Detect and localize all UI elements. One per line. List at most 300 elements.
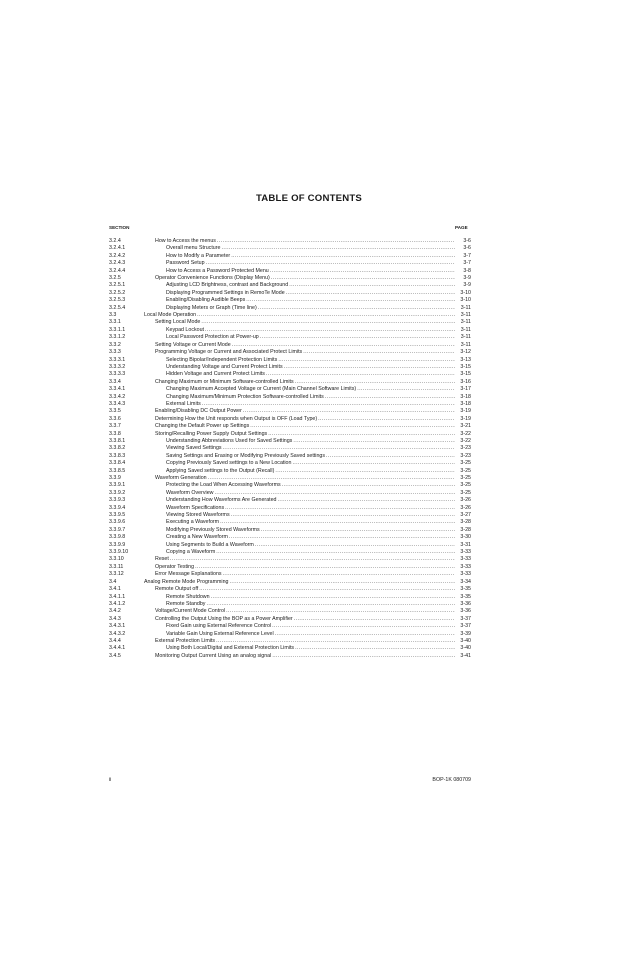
toc-entry-title: Password Setup	[166, 260, 205, 267]
toc-entry-title: External Limits	[166, 400, 201, 407]
toc-leader-dots	[208, 475, 455, 482]
toc-entry-title: Monitoring Output Current Using an analog signal	[155, 652, 272, 659]
toc-entry-page: 3-6	[463, 245, 471, 252]
toc-entry-page: 3-10	[460, 297, 471, 304]
toc-entry-number: 3.3.1.1	[109, 326, 126, 333]
toc-entry-page: 3-7	[463, 260, 471, 267]
toc-entry-page: 3-34	[460, 578, 471, 585]
toc-entry-title-line	[166, 394, 455, 401]
toc-entry-title: Changing Maximum/Minimum Protection Software-controlled Limits	[166, 393, 324, 400]
toc-entry-number: 3.3.2	[109, 341, 121, 348]
toc-entry-title: Analog Remote Mode Programming	[144, 578, 229, 585]
toc-entry-title: Displaying Meters or Graph (Time line)	[166, 304, 257, 311]
toc-leader-dots	[231, 512, 455, 519]
toc-entry-title: How to Access a Password Protected Menu	[166, 267, 269, 274]
toc-entry	[109, 468, 471, 475]
toc-entry-page: 3-11	[460, 326, 471, 333]
toc-entry-title: Remote Standby	[166, 600, 206, 607]
toc-entry-title: Waveform Specifications	[166, 504, 225, 511]
toc-leader-dots	[230, 579, 456, 586]
toc-entry-title-line	[166, 594, 455, 601]
toc-entry-number: 3.3	[109, 312, 117, 319]
toc-entry-title-line	[166, 505, 455, 512]
toc-entry-number: 3.4	[109, 578, 117, 585]
toc-entry-title-line	[166, 357, 455, 364]
toc-entry-number: 3.3.5	[109, 408, 121, 415]
toc-entry	[109, 260, 471, 267]
toc-entry	[109, 490, 471, 497]
toc-entry-title-line	[155, 571, 455, 578]
toc-leader-dots	[206, 260, 455, 267]
toc-entry-page: 3-28	[460, 519, 471, 526]
toc-leader-dots	[261, 527, 455, 534]
toc-entry-title: Voltage/Current Mode Control	[155, 608, 226, 615]
toc-entry-title: Copying a Waveform	[166, 549, 216, 556]
toc-entry-title-line	[166, 460, 455, 467]
toc-entry-number: 3.3.8.1	[109, 437, 126, 444]
toc-list	[109, 238, 471, 660]
toc-entry-number: 3.2.4.1	[109, 245, 126, 252]
toc-entry-page: 3-22	[460, 430, 471, 437]
toc-entry-title-line	[166, 282, 455, 289]
toc-entry-title-line	[166, 519, 455, 526]
footer-doc-id: BOP-1K 080709	[432, 777, 471, 783]
toc-entry-number: 3.3.8.3	[109, 452, 126, 459]
toc-entry	[109, 394, 471, 401]
toc-entry-number: 3.4.3.1	[109, 623, 126, 630]
toc-leader-dots	[221, 245, 455, 252]
toc-entry-title-line	[166, 401, 455, 408]
toc-entry-title-line	[155, 475, 455, 482]
toc-leader-dots	[250, 423, 455, 430]
toc-entry	[109, 401, 471, 408]
toc-leader-dots	[223, 571, 455, 578]
toc-entry-title: Enabling/Disabling Audible Beeps	[166, 297, 246, 304]
toc-entry-title: Storing/Recalling Power Supply Output Settings	[155, 430, 268, 437]
toc-leader-dots	[303, 349, 455, 356]
toc-entry-title: Overall menu Structure	[166, 245, 221, 252]
toc-entry	[109, 505, 471, 512]
toc-leader-dots	[195, 564, 455, 571]
toc-entry	[109, 327, 471, 334]
toc-entry-page: 3-22	[460, 437, 471, 444]
toc-entry-title: Creating a New Waveform	[166, 534, 228, 541]
toc-entry	[109, 282, 471, 289]
toc-entry-title: Controlling the Output Using the BOP as a Power Amplifier	[155, 615, 293, 622]
toc-entry-title-line	[155, 608, 455, 615]
toc-entry-title-line	[155, 349, 455, 356]
toc-entry-title: Setting Local Mode	[155, 319, 201, 326]
toc-entry-number: 3.3.8	[109, 430, 121, 437]
toc-entry-title-line	[155, 616, 455, 623]
toc-entry-title: Local Password Protection at Power-up	[166, 334, 259, 341]
toc-entry-number: 3.2.5.4	[109, 304, 126, 311]
toc-entry-page: 3-10	[460, 289, 471, 296]
toc-leader-dots	[206, 601, 455, 608]
toc-entry-title: Saving Settings and Erasing or Modifying Previously Saved settings	[166, 452, 325, 459]
toc-entry-page: 3-25	[460, 489, 471, 496]
toc-leader-dots	[255, 542, 455, 549]
toc-entry-title-line	[155, 564, 455, 571]
toc-entry	[109, 527, 471, 534]
toc-entry-title-line	[166, 253, 455, 260]
toc-entry-page: 3-18	[460, 400, 471, 407]
toc-entry-number: 3.3.12	[109, 571, 124, 578]
toc-entry	[109, 564, 471, 571]
toc-entry-number: 3.3.4.1	[109, 386, 126, 393]
toc-leader-dots	[295, 645, 455, 652]
toc-entry-page: 3-8	[463, 267, 471, 274]
toc-entry-page: 3-37	[460, 623, 471, 630]
toc-entry-page: 3-19	[460, 408, 471, 415]
toc-entry-title: Waveform Overview	[166, 489, 214, 496]
toc-leader-dots	[226, 608, 455, 615]
toc-leader-dots	[325, 394, 455, 401]
toc-entry-number: 3.3.3.3	[109, 371, 126, 378]
toc-entry-title-line	[166, 445, 455, 452]
toc-entry-page: 3-33	[460, 571, 471, 578]
toc-entry-page: 3-9	[463, 275, 471, 282]
toc-entry-number: 3.3.9.3	[109, 497, 126, 504]
toc-entry-page: 3-18	[460, 393, 471, 400]
toc-leader-dots	[201, 319, 455, 326]
toc-leader-dots	[216, 549, 455, 556]
toc-leader-dots	[272, 653, 455, 660]
toc-entry	[109, 586, 471, 593]
toc-entry-title-line	[166, 438, 455, 445]
toc-entry-title: Adjusting LCD Brightness, contrast and Background	[166, 282, 289, 289]
toc-entry-page: 3-26	[460, 497, 471, 504]
toc-entry-number: 3.2.4.2	[109, 252, 126, 259]
toc-entry-number: 3.4.3	[109, 615, 121, 622]
toc-entry-number: 3.4.4	[109, 637, 121, 644]
toc-entry	[109, 616, 471, 623]
toc-entry-title-line	[166, 268, 455, 275]
toc-leader-dots	[266, 371, 455, 378]
toc-leader-dots	[258, 305, 455, 312]
toc-leader-dots	[293, 438, 455, 445]
toc-leader-dots	[231, 253, 455, 260]
toc-entry	[109, 305, 471, 312]
toc-entry-title-line	[166, 497, 455, 504]
toc-entry-title: Keypad Lockout	[166, 326, 204, 333]
toc-entry-title-line	[166, 245, 455, 252]
toc-entry-page: 3-7	[463, 252, 471, 259]
toc-entry-page: 3-36	[460, 600, 471, 607]
toc-entry-page: 3-40	[460, 637, 471, 644]
toc-leader-dots	[220, 519, 455, 526]
toc-entry-page: 3-41	[460, 652, 471, 659]
toc-entry-title: Applying Saved settings to the Output (Recall)	[166, 467, 275, 474]
toc-entry	[109, 371, 471, 378]
toc-entry-number: 3.4.4.1	[109, 645, 126, 652]
toc-entry-number: 3.4.1.2	[109, 600, 126, 607]
toc-entry-title: Waveform Generation	[155, 475, 207, 481]
toc-entry-title: Displaying Programmed Settings in RemoTe Mode	[166, 289, 285, 296]
toc-entry-title: Changing Maximum Accepted Voltage or Current (Main Channel Software Limits)	[166, 386, 357, 393]
toc-leader-dots	[225, 505, 455, 512]
column-header-page: PAGE	[455, 225, 468, 230]
toc-leader-dots	[232, 342, 455, 349]
toc-entry-number: 3.3.1.2	[109, 334, 126, 341]
toc-entry	[109, 408, 471, 415]
toc-entry-title-line	[166, 297, 455, 304]
toc-entry	[109, 534, 471, 541]
toc-entry	[109, 357, 471, 364]
toc-entry-page: 3-11	[460, 312, 471, 319]
toc-entry-title: Fixed Gain using External Reference Control	[166, 623, 272, 630]
toc-entry-title-line	[166, 512, 455, 519]
toc-entry-number: 3.3.3	[109, 349, 121, 356]
toc-entry-page: 3-11	[460, 319, 471, 326]
toc-entry-title-line	[155, 238, 455, 245]
toc-entry-title-line	[155, 638, 455, 645]
toc-entry-title-line	[166, 631, 455, 638]
toc-entry-page: 3-35	[460, 593, 471, 600]
toc-entry-page: 3-25	[460, 467, 471, 474]
toc-entry-number: 3.4.1.1	[109, 593, 126, 600]
toc-entry-page: 3-40	[460, 645, 471, 652]
toc-entry	[109, 623, 471, 630]
toc-entry-title-line	[166, 490, 455, 497]
toc-entry-title-line	[166, 371, 455, 378]
toc-entry-number: 3.3.8.2	[109, 445, 126, 452]
toc-entry-title-line	[155, 586, 455, 593]
toc-entry-page: 3-15	[460, 371, 471, 378]
toc-entry-title-line	[166, 364, 455, 371]
page-title: TABLE OF CONTENTS	[255, 193, 363, 204]
toc-entry	[109, 571, 471, 578]
toc-entry	[109, 290, 471, 297]
toc-entry-page: 3-17	[460, 386, 471, 393]
toc-leader-dots	[278, 497, 455, 504]
toc-entry	[109, 438, 471, 445]
toc-entry-title-line	[166, 327, 455, 334]
toc-entry-page: 3-25	[460, 482, 471, 489]
toc-entry-title: How to Access the menus	[155, 238, 216, 244]
toc-entry-number: 3.3.4.2	[109, 393, 126, 400]
toc-entry-number: 3.4.5	[109, 652, 121, 659]
toc-entry-title: Understanding Abbreviations Used for Saved Settings	[166, 437, 293, 444]
toc-entry-number: 3.3.6	[109, 415, 121, 422]
toc-entry-title: How to Modify a Parameter	[166, 252, 231, 259]
toc-entry-title-line	[166, 542, 455, 549]
toc-entry-title: Using Segments to Build a Waveform	[166, 541, 254, 548]
toc-entry-title: Changing Maximum or Minimum Software-controlled Limits	[155, 378, 294, 385]
toc-entry-page: 3-33	[460, 549, 471, 556]
toc-entry-page: 3-13	[460, 356, 471, 363]
toc-entry-title: Selecting Bipolar/Independent Protection Limits	[166, 356, 278, 363]
toc-entry-title: Understanding Voltage and Current Protect Limits	[166, 363, 283, 370]
toc-entry-title: Operator Testing	[155, 563, 195, 570]
toc-leader-dots	[170, 556, 455, 563]
toc-entry-page: 3-11	[460, 304, 471, 311]
toc-leader-dots	[282, 482, 455, 489]
toc-leader-dots	[289, 282, 455, 289]
toc-entry-title: Programming Voltage or Current and Associated Protect Limits	[155, 349, 303, 356]
toc-leader-dots	[286, 290, 455, 297]
toc-entry	[109, 631, 471, 638]
toc-entry-page: 3-25	[460, 460, 471, 467]
toc-entry-title: Using Both Local/Digital and External Protection Limits	[166, 645, 295, 652]
toc-entry-title-line	[166, 290, 455, 297]
toc-leader-dots	[216, 638, 455, 645]
toc-entry-number: 3.3.9.1	[109, 482, 126, 489]
toc-entry	[109, 579, 471, 586]
toc-leader-dots	[278, 357, 455, 364]
toc-leader-dots	[318, 416, 455, 423]
toc-entry-title: Remote Shutdown	[166, 593, 210, 600]
toc-entry-title: Viewing Stored Waveforms	[166, 512, 230, 519]
toc-entry-title-line	[155, 431, 455, 438]
toc-entry-title-line	[155, 342, 455, 349]
toc-entry	[109, 549, 471, 556]
toc-entry-page: 3-9	[463, 282, 471, 289]
toc-entry-number: 3.3.9.2	[109, 489, 126, 496]
toc-leader-dots	[199, 586, 455, 593]
toc-entry-page: 3-33	[460, 563, 471, 570]
toc-entry-title-line	[166, 260, 455, 267]
toc-entry-page: 3-31	[460, 541, 471, 548]
toc-entry-number: 3.2.4	[109, 238, 121, 244]
toc-entry-title-line	[144, 579, 455, 586]
toc-leader-dots	[217, 238, 455, 245]
toc-leader-dots	[223, 445, 455, 452]
toc-entry-page: 3-30	[460, 534, 471, 541]
toc-entry-title: Understanding How Waveforms Are Generated	[166, 497, 277, 504]
toc-entry	[109, 519, 471, 526]
toc-leader-dots	[214, 490, 455, 497]
toc-entry-title-line	[166, 482, 455, 489]
toc-entry-title: Changing the Default Power up Settings	[155, 423, 250, 430]
toc-entry-number: 3.3.4	[109, 378, 121, 385]
toc-entry	[109, 482, 471, 489]
toc-entry-title: Modifying Previously Stored Waveforms	[166, 526, 260, 533]
toc-entry-title-line	[155, 319, 455, 326]
toc-entry-title: Determining How the Unit responds when Output is OFF (Load Type)	[155, 415, 318, 422]
toc-entry-page: 3-21	[460, 423, 471, 430]
toc-entry-title-line	[155, 653, 455, 660]
toc-entry-number: 3.2.5.3	[109, 297, 126, 304]
toc-entry	[109, 453, 471, 460]
toc-entry-page: 3-11	[460, 341, 471, 348]
toc-entry-title-line	[144, 312, 455, 319]
toc-entry-number: 3.3.10	[109, 556, 124, 563]
toc-entry-title: Enabling/Disabling DC Output Power	[155, 408, 242, 415]
toc-leader-dots	[295, 379, 455, 386]
toc-entry-number: 3.3.9.9	[109, 541, 126, 548]
toc-entry-page: 3-27	[460, 512, 471, 519]
toc-entry	[109, 386, 471, 393]
toc-entry-title-line	[166, 453, 455, 460]
toc-entry-title-line	[155, 379, 455, 386]
toc-entry-title-line	[166, 549, 455, 556]
toc-entry-title: Operator Convenience Functions (Display Menu)	[155, 275, 270, 282]
toc-leader-dots	[270, 268, 455, 275]
toc-entry-title: Local Mode Operation	[144, 312, 197, 319]
toc-entry-page: 3-23	[460, 452, 471, 459]
toc-entry	[109, 445, 471, 452]
toc-entry	[109, 431, 471, 438]
toc-leader-dots	[202, 401, 455, 408]
toc-entry-title-line	[166, 623, 455, 630]
toc-entry	[109, 608, 471, 615]
toc-entry	[109, 512, 471, 519]
toc-leader-dots	[292, 460, 455, 467]
toc-entry-title: Reset	[155, 556, 169, 563]
toc-entry-page: 3-35	[460, 586, 471, 593]
toc-entry	[109, 349, 471, 356]
toc-leader-dots	[243, 408, 455, 415]
toc-entry-number: 3.4.3.2	[109, 630, 126, 637]
toc-entry-page: 3-26	[460, 504, 471, 511]
toc-entry-title-line	[166, 334, 455, 341]
toc-entry-title: Error Message Explanations	[155, 571, 222, 578]
toc-entry-page: 3-6	[463, 238, 471, 244]
toc-leader-dots	[197, 312, 455, 319]
toc-leader-dots	[284, 364, 455, 371]
toc-entry	[109, 556, 471, 563]
toc-leader-dots	[205, 327, 455, 334]
toc-entry	[109, 245, 471, 252]
toc-entry-number: 3.4.2	[109, 608, 121, 615]
toc-entry-number: 3.3.3.1	[109, 356, 126, 363]
toc-entry-number: 3.3.7	[109, 423, 121, 430]
toc-entry-number: 3.2.5.2	[109, 289, 126, 296]
toc-leader-dots	[357, 386, 455, 393]
toc-entry-title: External Protection Limits	[155, 637, 216, 644]
toc-entry-number: 3.3.4.3	[109, 400, 126, 407]
toc-entry-title-line	[166, 645, 455, 652]
toc-leader-dots	[272, 623, 455, 630]
toc-leader-dots	[326, 453, 455, 460]
toc-entry-number: 3.2.4.3	[109, 260, 126, 267]
toc-entry	[109, 497, 471, 504]
toc-leader-dots	[229, 534, 455, 541]
toc-entry-number: 3.3.9	[109, 475, 121, 481]
toc-entry-page: 3-39	[460, 630, 471, 637]
toc-entry-number: 3.3.9.8	[109, 534, 126, 541]
toc-entry	[109, 638, 471, 645]
toc-entry-number: 3.3.8.4	[109, 460, 126, 467]
toc-entry	[109, 268, 471, 275]
toc-entry-title-line	[155, 275, 455, 282]
toc-entry-title: Copying Previously Saved settings to a New Location	[166, 460, 292, 467]
toc-entry-number: 3.2.5.1	[109, 282, 126, 289]
toc-leader-dots	[260, 334, 455, 341]
toc-entry	[109, 297, 471, 304]
toc-entry-title-line	[155, 556, 455, 563]
toc-entry-number: 3.3.3.2	[109, 363, 126, 370]
toc-entry-title: Executing a Waveform	[166, 519, 220, 526]
toc-entry-page: 3-16	[460, 378, 471, 385]
toc-entry-page: 3-12	[460, 349, 471, 356]
toc-leader-dots	[246, 297, 455, 304]
toc-entry-number: 3.3.8.5	[109, 467, 126, 474]
toc-entry-page: 3-36	[460, 608, 471, 615]
toc-entry-title: Variable Gain Using External Reference Level	[166, 630, 274, 637]
toc-entry-title-line	[166, 601, 455, 608]
toc-entry-number: 3.3.11	[109, 563, 124, 570]
toc-entry-title-line	[166, 305, 455, 312]
toc-entry-number: 3.2.4.4	[109, 267, 126, 274]
toc-entry-number: 3.4.1	[109, 586, 121, 593]
toc-entry	[109, 542, 471, 549]
toc-entry-page: 3-37	[460, 615, 471, 622]
toc-entry-title: Viewing Saved Settings	[166, 445, 222, 452]
toc-entry-title-line	[166, 534, 455, 541]
toc-entry-number: 3.3.9.6	[109, 519, 126, 526]
